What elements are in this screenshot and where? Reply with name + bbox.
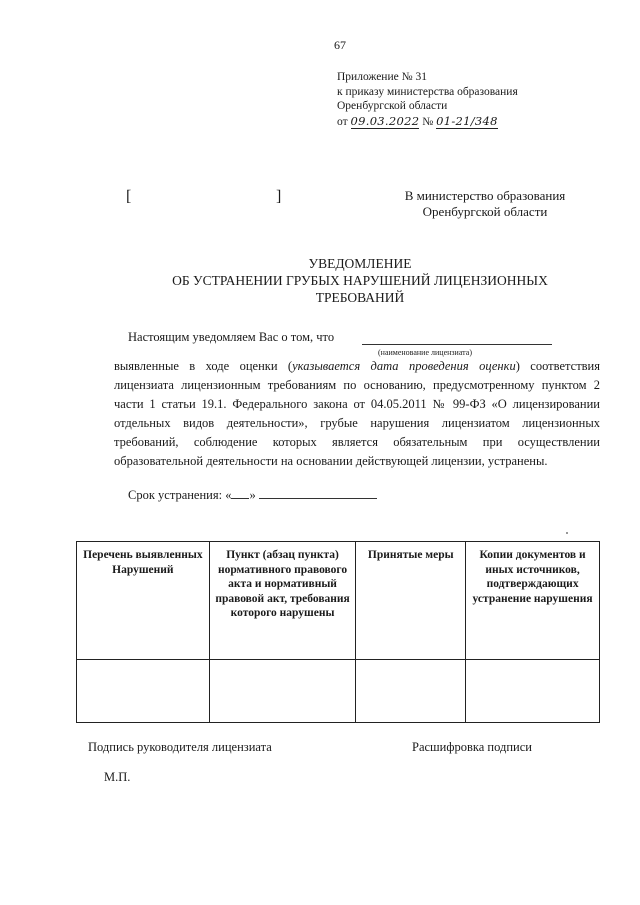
deadline-date-blank	[259, 498, 377, 499]
table-cell	[77, 660, 210, 723]
appendix-number-value: 01-21/348	[436, 113, 498, 128]
title-line-3: ТРЕБОВАНИЙ	[315, 290, 405, 305]
table-cell	[209, 660, 356, 723]
deadline-quote-open: «	[225, 488, 232, 502]
appendix-date-prefix: от	[337, 115, 348, 128]
stamp-place-label: М.П.	[104, 770, 131, 784]
body-text-2: ) соответствия лицензиата лицензионным требованиям по основанию, предусмотренному пунктом 2 части 1 статьи 19.1. Федерального закона от 04.05.2011 № 99-ФЗ «О лицензировании отдельных видов деятельности», грубые нарушения лицензиатом лицензионных требований, соблюдение которых является обязательным при осуществлении образовательной деятельности на основании действующей лицензии, устранены.	[114, 359, 600, 468]
appendix-line-1: Приложение № 31	[337, 71, 427, 83]
page-number: 67	[334, 38, 346, 52]
table-header-row	[77, 542, 600, 660]
appendix-block	[337, 70, 518, 129]
bracket-close: ]	[276, 188, 282, 205]
table-cell	[466, 660, 600, 723]
signature-label: Подпись руководителя лицензиата	[88, 740, 272, 754]
deadline-label: Срок устранения:	[128, 488, 223, 502]
appendix-line-2: к приказу министерства образования	[337, 85, 518, 98]
signature-decoding-label: Расшифровка подписи	[412, 740, 532, 754]
body-italic-note: указывается дата проведения оценки	[292, 359, 516, 373]
recipient-block	[400, 188, 570, 220]
table-header-cell: Копии документов и иных источников, подтверждающих устранение нарушения	[466, 542, 600, 660]
appendix-line-3: Оренбургской области	[337, 100, 448, 112]
table-header-cell: Принятые меры	[356, 542, 466, 660]
document-title	[150, 255, 570, 306]
appendix-date-value: 09.03.2022	[350, 113, 420, 128]
bracket-open: [	[126, 188, 132, 205]
intro-text: Настоящим уведомляем Вас о том, что	[128, 330, 335, 344]
table-row	[77, 660, 600, 723]
deadline-quote-close: »	[249, 488, 256, 502]
licensee-name-hint: (наименование лицензиата)	[378, 348, 472, 357]
title-line-2: ОБ УСТРАНЕНИИ ГРУБЫХ НАРУШЕНИЙ ЛИЦЕНЗИОННЫХ	[172, 273, 548, 288]
appendix-date-line	[337, 114, 518, 130]
violations-table	[76, 541, 600, 723]
table-header-cell: Перечень выявленных Нарушений	[77, 542, 210, 660]
table-cell	[356, 660, 466, 723]
recipient-line-2: Оренбургской области	[422, 204, 548, 219]
body-text-1: выявленные в ходе оценки (	[114, 359, 293, 373]
licensee-name-blank	[362, 344, 552, 345]
title-line-1: УВЕДОМЛЕНИЕ	[308, 256, 412, 271]
deadline-line	[128, 488, 377, 503]
appendix-number-prefix: №	[422, 115, 434, 128]
table-header-cell: Пункт (абзац пункта) нормативного правового акта и нормативный правовой акт, требования которого нарушены	[209, 542, 356, 660]
scan-speck	[566, 532, 568, 534]
deadline-day-blank	[231, 498, 249, 499]
body-paragraph	[114, 357, 600, 471]
recipient-line-1: В министерство образования	[404, 188, 566, 203]
